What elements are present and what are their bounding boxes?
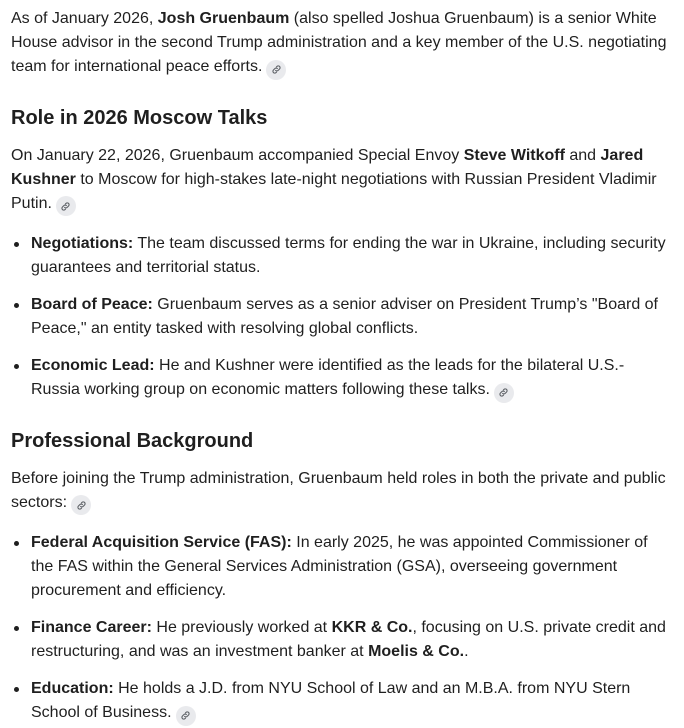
section-heading-moscow-talks: Role in 2026 Moscow Talks [11,106,268,129]
list-item: Finance Career: He previously worked at KKR & Co., focusing on U.S. private credit and restructuring, and was an investment banker at Moelis & Co.. [11,616,672,664]
person-name: Josh Gruenbaum [157,10,290,27]
source-link-chip[interactable] [494,383,514,403]
link-icon [498,387,509,398]
bullet-dot [14,687,19,692]
bullet-dot [14,242,19,247]
bullet-dot [14,541,19,546]
bullet-dot [14,303,19,308]
bullet-dot [14,626,19,631]
list-item: Economic Lead: He and Kushner were identified as the leads for the bilateral U.S.-Russia working group on economic matters following these talks. [11,354,672,403]
link-icon [271,64,282,75]
source-link-chip[interactable] [56,196,76,216]
list-item: Education: He holds a J.D. from NYU School of Law and an M.B.A. from NYU Stern School of Business. [11,677,672,726]
link-icon [180,710,191,721]
source-link-chip[interactable] [71,495,91,515]
source-link-chip[interactable] [176,706,196,726]
list-item: Negotiations: The team discussed terms for ending the war in Ukraine, including security guarantees and territorial status. [11,232,672,280]
bullet-dot [14,364,19,369]
intro-paragraph: As of January 2026, Josh Gruenbaum (also spelled Joshua Gruenbaum) is a senior White House advisor in the second Trump administration and a key member of the U.S. negotiating team for international peace efforts. [11,7,672,80]
section-heading-professional-background: Professional Background [11,429,254,452]
background-paragraph: Before joining the Trump administration, Gruenbaum held roles in both the private and public sectors: [11,467,672,516]
link-icon [76,500,87,511]
link-icon [60,201,71,212]
source-link-chip[interactable] [266,60,286,80]
list-item: Board of Peace: Gruenbaum serves as a senior adviser on President Trump’s "Board of Peace," an entity tasked with resolving global conflicts. [11,293,672,341]
moscow-talks-list [11,232,672,403]
list-item: Federal Acquisition Service (FAS): In early 2025, he was appointed Commissioner of the FAS within the General Services Administration (GSA), overseeing government procurement and efficiency. [11,531,672,603]
background-list [11,531,672,726]
moscow-talks-paragraph: On January 22, 2026, Gruenbaum accompanied Special Envoy Steve Witkoff and Jared Kushner to Moscow for high-stakes late-night negotiations with Russian President Vladimir Putin. [11,144,672,217]
